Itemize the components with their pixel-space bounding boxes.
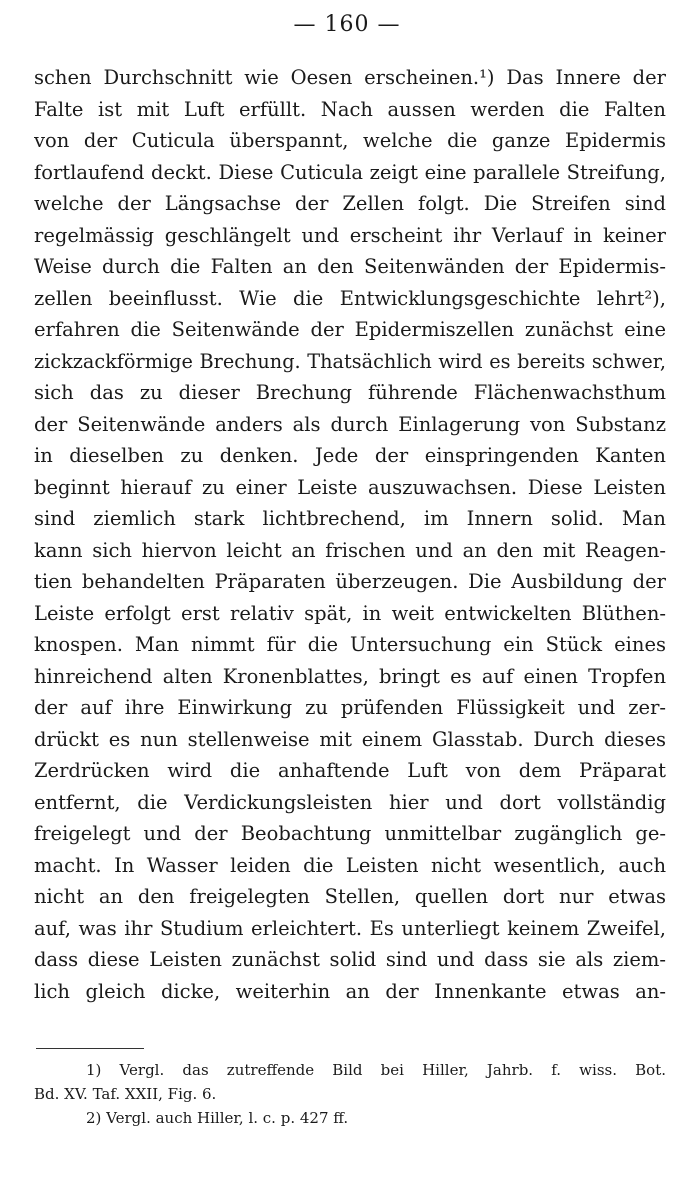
- body-line: freigelegt und der Beobachtung unmittelbar zugänglich ge-: [34, 822, 666, 845]
- body-line: nicht an den freigelegten Stellen, quellen dort nur etwas: [34, 885, 666, 908]
- body-line: der auf ihre Einwirkung zu prüfenden Flüssigkeit und zer-: [34, 696, 666, 719]
- footnote-rule: [36, 1048, 144, 1049]
- body-line: fortlaufend deckt. Diese Cuticula zeigt eine parallele Streifung,: [34, 160, 666, 184]
- body-line: lich gleich dicke, weiterhin an der Innenkante etwas an-: [34, 979, 666, 1003]
- body-line: dass diese Leisten zunächst solid sind und dass sie als ziem-: [34, 948, 666, 971]
- body-line: knospen. Man nimmt für die Untersuchung ein Stück eines: [34, 633, 666, 656]
- body-line: tien behandelten Präparaten überzeugen. Die Ausbildung der: [34, 570, 666, 593]
- body-line: schen Durchschnitt wie Oesen erscheinen.¹) Das Innere der: [34, 66, 666, 89]
- body-line: in dieselben zu denken. Jede der einspringenden Kanten: [34, 444, 666, 467]
- body-line: kann sich hiervon leicht an frischen und an den mit Reagen-: [34, 538, 666, 562]
- body-line: Weise durch die Falten an den Seitenwänden der Epidermis-: [34, 255, 666, 278]
- footnote-1-line-1: 1) Vergl. das zutreffende Bild bei Hiller, Jahrb. f. wiss. Bot.: [86, 1061, 666, 1079]
- body-line: zickzackförmige Brechung. Thatsächlich wird es bereits schwer,: [34, 349, 666, 373]
- body-line: welche der Längsachse der Zellen folgt. Die Streifen sind: [34, 192, 666, 215]
- body-text: [34, 62, 666, 1007]
- body-line: Leiste erfolgt erst relativ spät, in weit entwickelten Blüthen-: [34, 601, 666, 625]
- body-line: macht. In Wasser leiden die Leisten nicht wesentlich, auch: [34, 853, 666, 877]
- body-line: erfahren die Seitenwände der Epidermiszellen zunächst eine: [34, 318, 666, 341]
- body-line: sind ziemlich stark lichtbrechend, im Innern solid. Man: [34, 507, 666, 530]
- body-line: hinreichend alten Kronenblattes, bringt es auf einen Tropfen: [34, 664, 666, 688]
- body-line: Zerdrücken wird die anhaftende Luft von dem Präparat: [34, 759, 666, 782]
- body-line: zellen beeinflusst. Wie die Entwicklungsgeschichte lehrt²),: [34, 286, 666, 310]
- body-line: auf, was ihr Studium erleichtert. Es unterliegt keinem Zweifel,: [34, 916, 666, 940]
- footnotes: [34, 1058, 666, 1130]
- body-line: der Seitenwände anders als durch Einlagerung von Substanz: [34, 412, 666, 436]
- body-line: von der Cuticula überspannt, welche die ganze Epidermis: [34, 129, 666, 152]
- body-line: Falte ist mit Luft erfüllt. Nach aussen werden die Falten: [34, 97, 666, 121]
- page-number: — 160 —: [293, 12, 401, 37]
- body-line: entfernt, die Verdickungsleisten hier und dort vollständig: [34, 790, 666, 814]
- body-line: regelmässig geschlängelt und erscheint ihr Verlauf in keiner: [34, 223, 666, 247]
- footnote-1-line-2: Bd. XV. Taf. XXII, Fig. 6.: [34, 1085, 217, 1103]
- body-line: drückt es nun stellenweise mit einem Glasstab. Durch dieses: [34, 727, 666, 751]
- body-line: sich das zu dieser Brechung führende Flächenwachsthum: [34, 381, 666, 404]
- body-line: beginnt hierauf zu einer Leiste auszuwachsen. Diese Leisten: [34, 475, 666, 499]
- footnote-2: 2) Vergl. auch Hiller, l. c. p. 427 ff.: [86, 1109, 349, 1127]
